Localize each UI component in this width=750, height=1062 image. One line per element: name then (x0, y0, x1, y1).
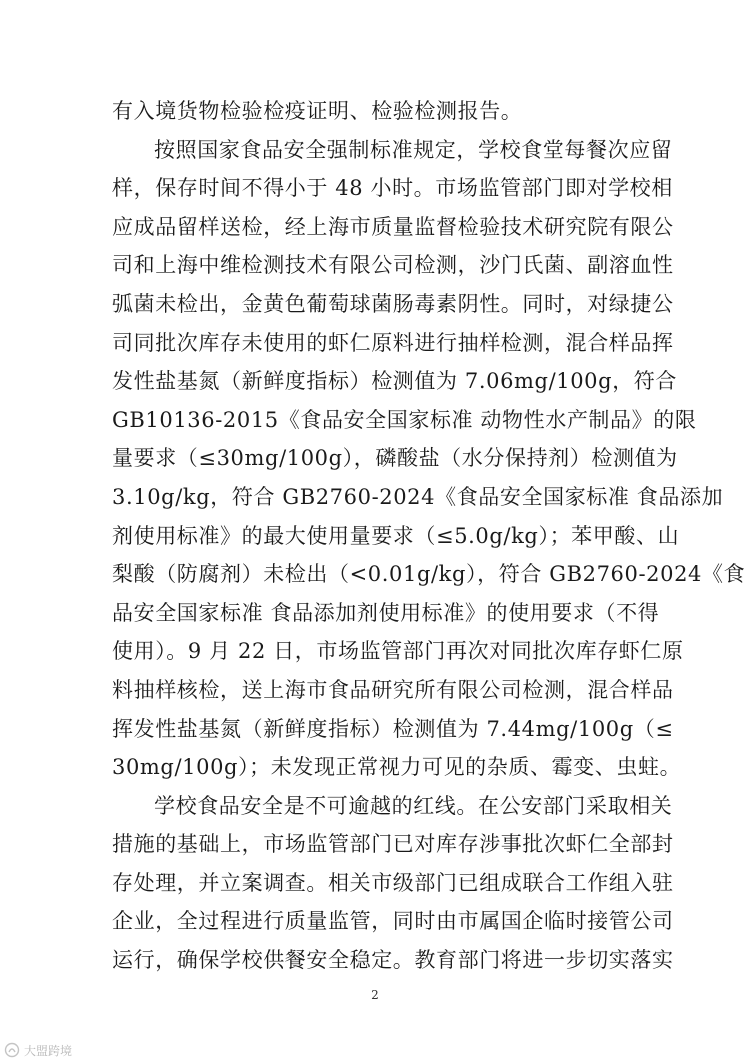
text-line: 应成品留样送检，经上海市质量监督检验技术研究院有限公 (112, 214, 674, 239)
text-line: 样，保存时间不得小于 48 小时。市场监管部门即对学校相 (112, 176, 673, 201)
text-line: 料抽样核检，送上海市食品研究所有限公司检测，混合样品 (112, 677, 674, 702)
text-line: GB10136-2015《食品安全国家标准 动物性水产制品》的限 (112, 407, 697, 432)
text-line: 企业，全过程进行质量监管，同时由市属国企临时接管公司 (112, 909, 674, 934)
paragraph-start-line: 按照国家食品安全强制标准规定，学校食堂每餐次应留 (154, 137, 673, 162)
text-line: 存处理，并立案调查。相关市级部门已组成联合工作组入驻 (112, 870, 674, 895)
watermark-text: 大盟跨境 (24, 1043, 73, 1058)
text-line: 挥发性盐基氮（新鲜度指标）检测值为 7.44mg/100g（≤ (112, 716, 674, 741)
document-body (112, 92, 746, 980)
text-line: 品安全国家标准 食品添加剂使用标准》的使用要求（不得 (112, 600, 660, 625)
text-line: 剂使用标准》的最大使用量要求（≤5.0g/kg）；苯甲酸、山 (112, 523, 680, 548)
text-line: 司同批次库存未使用的虾仁原料进行抽样检测，混合样品挥 (112, 330, 674, 355)
text-line: 措施的基础上，市场监管部门已对库存涉事批次虾仁全部封 (112, 832, 674, 857)
paragraph-start-line: 学校食品安全是不可逾越的红线。在公安部门采取相关 (154, 793, 673, 818)
text-line: 有入境货物检验检疫证明、检验检测报告。 (112, 99, 523, 123)
text-line: 梨酸（防腐剂）未检出（<0.01g/kg），符合 GB2760-2024《食 (112, 562, 746, 587)
text-line: 3.10g/kg，符合 GB2760-2024《食品安全国家标准 食品添加 (112, 484, 724, 509)
text-line: 量要求（≤30mg/100g），磷酸盐（水分保持剂）检测值为 (112, 446, 678, 471)
text-line: 司和上海中维检测技术有限公司检测，沙门氏菌、副溶血性 (112, 253, 674, 278)
text-line: 弧菌未检出，金黄色葡萄球菌肠毒素阴性。同时，对绿捷公 (112, 291, 674, 316)
text-line: 30mg/100g）；未发现正常视力可见的杂质、霉变、虫蛀。 (112, 755, 682, 780)
text-line: 运行，确保学校供餐安全稳定。教育部门将进一步切实落实 (112, 948, 674, 973)
page-number: 2 (371, 988, 379, 1002)
watermark-logo-icon (4, 1042, 20, 1058)
watermark (4, 1040, 72, 1060)
text-line: 使用）。9 月 22 日，市场监管部门再次对同批次库存虾仁原 (112, 639, 684, 664)
text-line: 发性盐基氮（新鲜度指标）检测值为 7.06mg/100g，符合 (112, 369, 677, 394)
